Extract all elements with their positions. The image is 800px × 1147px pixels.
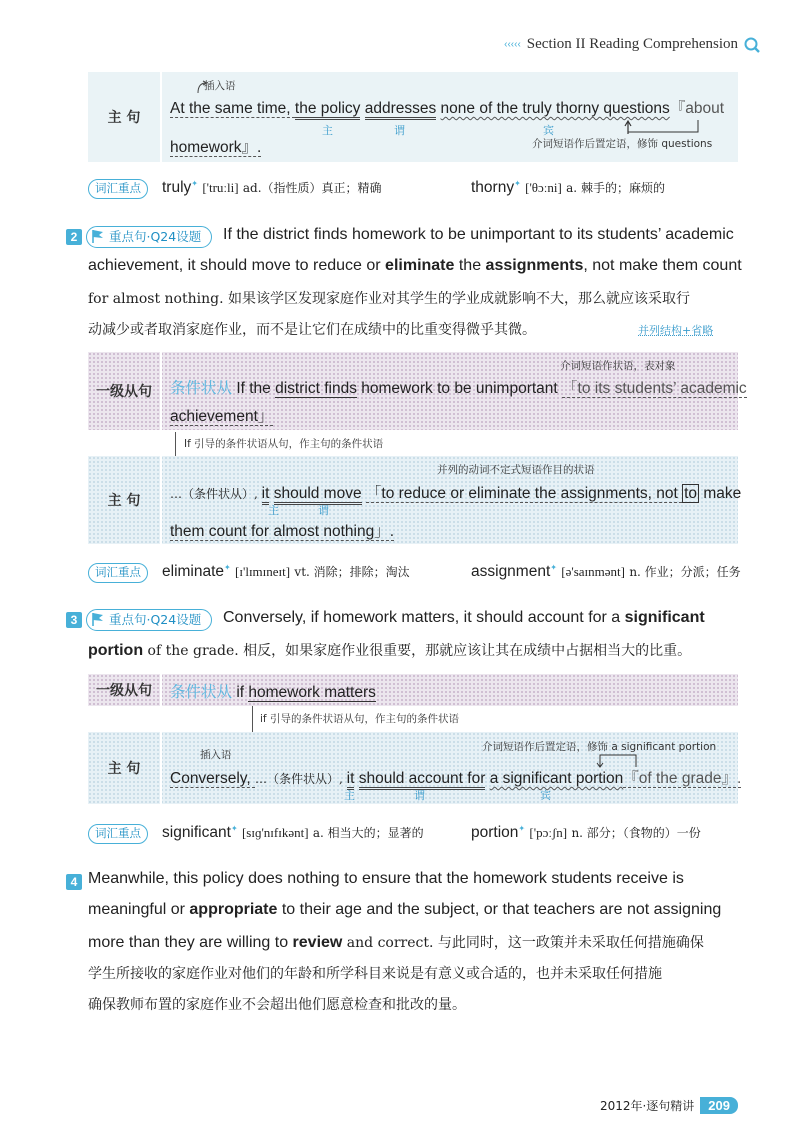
curve-arrow-icon [196,80,208,94]
vocab-definition: a. 棘手的；麻烦的 [566,181,665,196]
annotation-insert: 插入语 [200,749,232,761]
annotation-postmodifier: 介词短语作后置定语，修饰 a significant portion [482,741,717,753]
row-label: 主 句 [107,493,141,509]
para2-line4: 动减少或者取消家庭作业，而不是让它们在成绩中的比重变得微乎其微。 [88,322,536,338]
clause-line-1: 条件状从 If the district finds homework to be unimportant 「to its students’ academic [170,380,747,397]
vocab-item-eliminate: eliminate✦ [ɪ'lɪmɪneɪt] vt. 消除；排除；淘汰 [162,563,410,581]
vocab-item-significant: significant✦ [sɪɡ'nɪfɪkənt] a. 相当大的；显著的 [162,824,424,842]
vocab-phonetic: ['truːli] [202,180,239,196]
main-line-1: …（条件状从）, it should move 「to reduce or eliminate the assignments, not to make [170,481,741,503]
para4-line2: meaningful or appropriate to their age and the subject, or that teachers are not assigning [88,901,722,918]
keyword-significant: significant [624,609,705,626]
subject-phrase: the policy [295,100,360,120]
clause3-line: 条件状从 if homework matters [170,684,376,701]
main-subject: it [262,485,270,505]
para2-line3: for almost nothing. 如果该学区发现家庭作业对其学生的学业成就影响不大，那么就应该采取行 [88,291,690,307]
vocab-item-portion: portion✦ ['pɔːʃn] n. 部分；（食物的）一份 [471,824,701,842]
row-label: 主 句 [107,110,141,126]
clause-verb: finds [319,380,357,397]
bracket-arrow-icon [622,118,702,136]
annotation-insert: 插入语 [204,80,236,92]
mark-object: 宾 [540,789,551,802]
para3-line1: Conversely, if homework matters, it should account for a significant [223,609,705,626]
annotation-postmodifier: 介词短语作后置定语，修饰 questions [532,138,713,150]
main-line-2: them count for almost nothing」. [170,523,395,540]
postmodifier-cont: homework』. [170,139,262,156]
annotation-infinitive: 并列的动词不定式短语作目的状语 [437,464,595,476]
annotation-object: 介词短语作状语，表对象 [560,360,676,372]
vocab-tag: 词汇重点 [88,179,148,199]
para4-line5: 确保教师布置的家庭作业不会超出他们愿意检查和批改的量。 [88,997,466,1013]
paragraph-number: 2 [66,229,82,245]
row-label: 一级从句 [96,384,152,400]
mark-verb: 谓 [318,504,329,517]
row-label: 主 句 [107,761,141,777]
main3-line: Conversely, …（条件状从）, it should account for a significant portion『of the grade』. [170,766,741,788]
infinitive-phrase: 「to reduce or eliminate the assignments, not [365,485,683,502]
mark-verb: 谓 [394,124,405,137]
vocab-phonetic: ['θɔːni] [525,180,562,196]
key-sentence-label: 重点句·Q24设题 [109,229,202,244]
para3-line2: portion of the grade. 相反，如果家庭作业很重要，那就应该让其在成绩中占据相当大的比重。 [88,642,692,659]
mark-object: 宾 [543,124,554,137]
object-phrase: none of the truly thorny questions [440,100,670,117]
page-header [504,36,760,53]
vocab-word: thorny [471,179,515,197]
key-sentence-tag: 重点句·Q24设题 [86,609,212,631]
para2-line2: achievement, it should move to reduce or eliminate the assignments, not make them count [88,257,742,274]
keyword-assignments: assignments [485,257,584,274]
mark-subject: 主 [322,124,333,137]
main-verb: should move [274,485,362,505]
clause-subject: district [275,380,320,397]
prep-phrase: 「to its students’ academic [562,380,747,397]
keyword-review: review [292,934,343,951]
clause-line-2: achievement」 [170,408,274,425]
insert-phrase: At the same time, [170,100,295,117]
para4-line4: 学生所接收的家庭作业对他们的年龄和所学科目来说是有意义或合适的，也并未采取任何措施 [88,966,662,982]
key-sentence-tag [86,226,212,248]
flag-icon [90,611,106,627]
vocab-definition: ad.（指性质）真正；精确 [242,181,382,196]
structure-note: 并列结构+省略 [638,324,714,337]
annotation-if: if 引导的条件状语从句，作主句的条件状语 [260,713,459,725]
vocab-item-truly: truly✦ ['truːli] ad.（指性质）真正；精确 [162,179,382,197]
paragraph-number: 3 [66,612,82,628]
vocab-item-thorny: thorny✦ ['θɔːni] a. 棘手的；麻烦的 [471,179,665,197]
sentence-line-2 [170,135,261,157]
row-label: 一级从句 [96,683,152,699]
footer-text: 2012年·逐句精讲 [599,1099,695,1113]
keyword-appropriate: appropriate [189,901,278,918]
annotation-if: If 引导的条件状语从句，作主句的条件状语 [184,438,384,450]
page-number: 209 [700,1097,738,1114]
section-title: Section II Reading Comprehension [526,36,738,52]
mark-verb: 谓 [414,789,425,802]
vocab-tag: 词汇重点 [88,824,148,844]
boxed-to: to [684,485,698,502]
mark-subject: 主 [344,789,355,802]
conditional-tag: 条件状从 [170,380,233,397]
verb-phrase: addresses [365,100,437,120]
page-footer [600,1097,738,1114]
keyword-portion: portion [88,642,144,659]
mark-subject: 主 [268,504,279,517]
postmodifier: 『about [669,100,725,117]
sentence-line-1 [170,96,724,118]
magnifier-icon [744,37,760,53]
keyword-eliminate: eliminate [385,257,455,274]
para4-line3: more than they are willing to review and correct. 与此同时，这一政策并未采取任何措施确保 [88,934,704,951]
vocab-item-assignment: assignment✦ [ə'saɪnmənt] n. 作业；分派；任务 [471,563,741,581]
vocab-tag: 词汇重点 [88,563,148,583]
vocab-word: truly [162,179,192,197]
para4-line1: Meanwhile, this policy does nothing to ensure that the homework students receive is [88,870,684,887]
paragraph-number: 4 [66,874,82,890]
flag-icon [90,228,106,244]
header-arrows: ‹‹‹‹‹ [504,39,521,50]
para2-line1: If the district finds homework to be unimportant to its students’ academic [223,226,734,243]
